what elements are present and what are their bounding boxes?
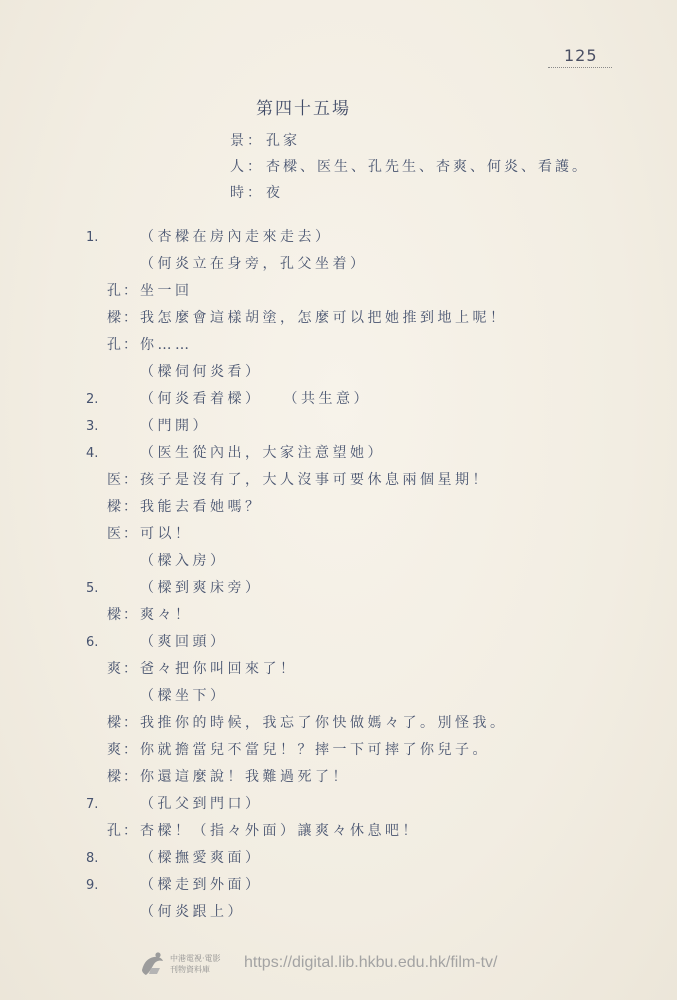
line-text: （何炎看着樑） （共生意） [140, 391, 371, 407]
line-text: 我能去看她嗎？ [140, 499, 263, 515]
shot-number: 8. [86, 851, 99, 866]
line-text: （樑走到外面） [140, 877, 263, 893]
dialogue-line [82, 737, 642, 764]
line-text: 你…… [140, 337, 193, 353]
line-text: 坐一回 [140, 283, 193, 299]
shot-number: 1. [86, 230, 99, 245]
scene-characters [230, 154, 589, 180]
line-text: （医生從內出，大家注意望她） [140, 445, 385, 461]
dialogue-line [82, 494, 642, 521]
numbered-direction [82, 575, 642, 602]
numbered-direction [82, 791, 642, 818]
speaker-label: 樑： [107, 499, 139, 515]
shot-number: 6. [86, 635, 99, 650]
scene-characters-value: 杏樑、医生、孔先生、杏爽、何炎、看護。 [266, 159, 589, 175]
scene-info [230, 128, 589, 206]
dialogue-line [82, 764, 642, 791]
stage-direction [82, 548, 642, 575]
line-text: （何炎跟上） [140, 904, 245, 920]
line-text: （樑入房） [140, 553, 228, 569]
dialogue-line [82, 305, 642, 332]
footer [138, 950, 558, 980]
numbered-direction [82, 224, 642, 251]
scene-title: 第四十五場 [256, 99, 351, 119]
speaker-label: 孔： [107, 823, 139, 839]
dialogue-line [82, 332, 642, 359]
line-text: （門開） [140, 418, 210, 434]
source-url[interactable]: https://digital.lib.hkbu.edu.hk/film-tv/ [244, 954, 498, 971]
line-text: 可以！ [140, 526, 193, 542]
speaker-label: 孔： [107, 283, 139, 299]
line-text: （爽回頭） [140, 634, 228, 650]
speaker-label: 医： [107, 526, 139, 542]
library-logo-line1: 中港電視·電影 [170, 954, 221, 963]
dialogue-line [82, 521, 642, 548]
line-text: 我怎麼會這樣胡塗，怎麼可以把她推到地上呢！ [140, 310, 508, 326]
numbered-direction [82, 872, 642, 899]
speaker-label: 樑： [107, 607, 139, 623]
scene-location-value: 孔家 [266, 133, 300, 149]
page-number-rule [548, 67, 612, 68]
dialogue-line [82, 710, 642, 737]
speaker-label: 医： [107, 472, 139, 488]
line-text: 爽々！ [140, 607, 193, 623]
numbered-direction [82, 440, 642, 467]
shot-number: 7. [86, 797, 99, 812]
shot-number: 2. [86, 392, 99, 407]
dialogue-line [82, 656, 642, 683]
line-text: 我推你的時候，我忘了你快做媽々了。別怪我。 [140, 715, 508, 731]
dialogue-line [82, 602, 642, 629]
scene-characters-label: 人： [230, 159, 264, 175]
stage-direction [82, 359, 642, 386]
line-text: （樑撫愛爽面） [140, 850, 263, 866]
speaker-label: 爽： [107, 742, 139, 758]
numbered-direction [82, 413, 642, 440]
stage-direction [82, 251, 642, 278]
page-number: 125 [564, 46, 598, 65]
line-text: （孔父到門口） [140, 796, 263, 812]
line-text: 你還這麼說！我難過死了！ [140, 769, 350, 785]
line-text: （樑到爽床旁） [140, 580, 263, 596]
speaker-label: 樑： [107, 310, 139, 326]
line-text: 你就擔當兒不當兒！？摔一下可摔了你兒子。 [140, 742, 490, 758]
line-text: 杏樑！（指々外面）讓爽々休息吧！ [140, 823, 420, 839]
dialogue-line [82, 818, 642, 845]
speaker-label: 樑： [107, 715, 139, 731]
speaker-label: 爽： [107, 661, 139, 677]
library-logo-icon [138, 950, 166, 978]
stage-direction [82, 899, 642, 926]
scene-time [230, 180, 589, 206]
scene-time-value: 夜 [266, 185, 283, 201]
line-text: 爸々把你叫回來了！ [140, 661, 298, 677]
speaker-label: 孔： [107, 337, 139, 353]
dialogue-line [82, 278, 642, 305]
speaker-label: 樑： [107, 769, 139, 785]
scene-time-label: 時： [230, 185, 264, 201]
library-logo-line2: 刊物資料庫 [170, 965, 210, 974]
line-text: （樑坐下） [140, 688, 228, 704]
shot-number: 3. [86, 419, 99, 434]
line-text: （杏樑在房內走來走去） [140, 229, 333, 245]
line-text: （何炎立在身旁，孔父坐着） [140, 256, 368, 272]
script-lines [82, 224, 642, 926]
line-text: （樑伺何炎看） [140, 364, 263, 380]
stage-direction [82, 683, 642, 710]
library-logo-text [170, 953, 221, 975]
numbered-direction [82, 629, 642, 656]
numbered-direction [82, 386, 642, 413]
shot-number: 4. [86, 446, 99, 461]
shot-number: 9. [86, 878, 99, 893]
line-text: 孩子是沒有了，大人沒事可要休息兩個星期！ [140, 472, 490, 488]
numbered-direction [82, 845, 642, 872]
scene-location [230, 128, 589, 154]
dialogue-line [82, 467, 642, 494]
shot-number: 5. [86, 581, 99, 596]
scene-location-label: 景： [230, 133, 264, 149]
